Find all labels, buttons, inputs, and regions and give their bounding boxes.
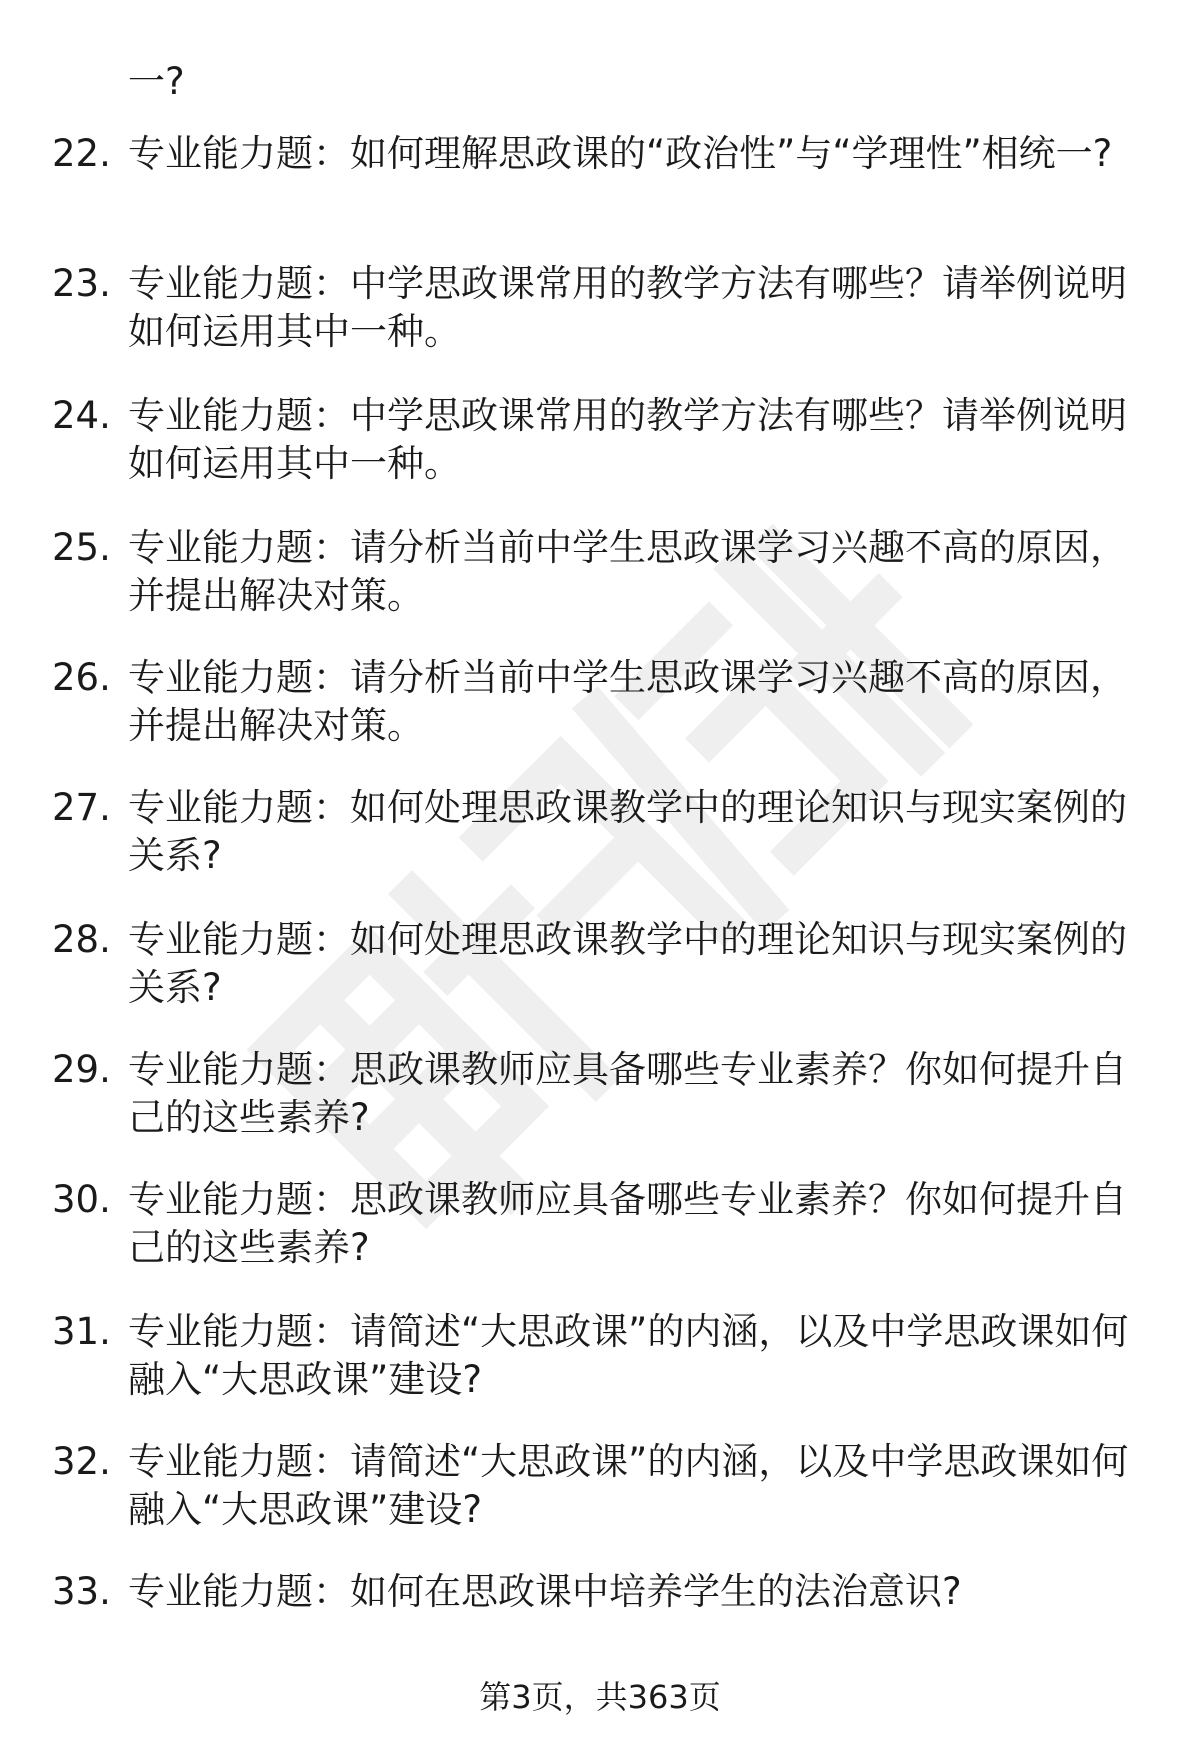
question-number: 28.: [52, 918, 111, 961]
question-number: 31.: [52, 1310, 111, 1353]
question-text: 专业能力题：中学思政课常用的教学方法有哪些？请举例说明如何运用其中一种。: [128, 262, 1127, 353]
question-number: 23.: [52, 262, 111, 305]
question-number: 32.: [52, 1440, 111, 1483]
question-text: 专业能力题：思政课教师应具备哪些专业素养？你如何提升自己的这些素养?: [128, 1178, 1127, 1269]
continued-line: 一?: [128, 60, 185, 103]
question-number: 33.: [52, 1570, 111, 1613]
question-text: 专业能力题：如何在思政课中培养学生的法治意识?: [128, 1570, 962, 1613]
question-text: 专业能力题：思政课教师应具备哪些专业素养？你如何提升自己的这些素养?: [128, 1048, 1127, 1139]
question-number: 30.: [52, 1178, 111, 1221]
question-number: 29.: [52, 1048, 111, 1091]
question-text: 专业能力题：如何理解思政课的“政治性”与“学理性”相统一?: [128, 132, 1113, 175]
question-text: 专业能力题：中学思政课常用的教学方法有哪些？请举例说明如何运用其中一种。: [128, 394, 1127, 485]
question-number: 26.: [52, 656, 111, 699]
question-text: 专业能力题：如何处理思政课教学中的理论知识与现实案例的关系?: [128, 786, 1127, 877]
page-footer: 第3页，共363页: [479, 1678, 721, 1716]
question-text: 专业能力题：如何处理思政课教学中的理论知识与现实案例的关系?: [128, 918, 1127, 1009]
question-text: 专业能力题：请分析当前中学生思政课学习兴趣不高的原因，并提出解决对策。: [128, 526, 1127, 617]
question-text: 专业能力题：请分析当前中学生思政课学习兴趣不高的原因，并提出解决对策。: [128, 656, 1127, 747]
question-number: 24.: [52, 394, 111, 437]
question-number: 27.: [52, 786, 111, 829]
question-text: 专业能力题：请简述“大思政课”的内涵，以及中学思政课如何融入“大思政课”建设?: [128, 1440, 1129, 1531]
question-number: 22.: [52, 132, 111, 175]
question-text: 专业能力题：请简述“大思政课”的内涵，以及中学思政课如何融入“大思政课”建设?: [128, 1310, 1129, 1401]
question-number: 25.: [52, 526, 111, 569]
